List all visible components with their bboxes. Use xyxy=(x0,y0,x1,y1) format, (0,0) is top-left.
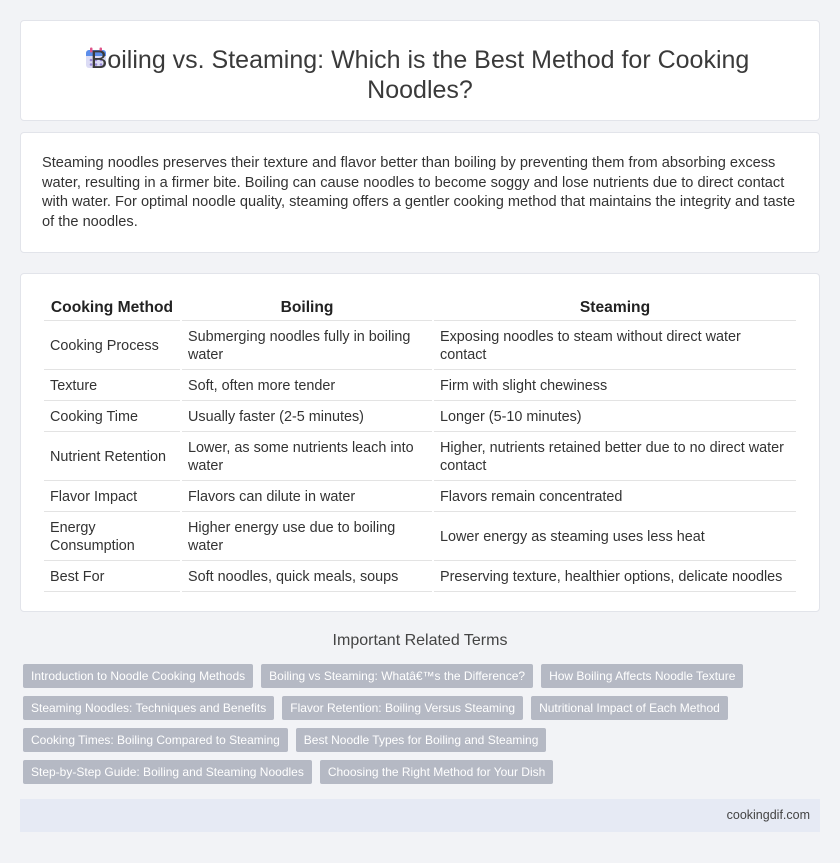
table-cell: Submerging noodles fully in boiling water xyxy=(182,323,432,370)
related-tag[interactable]: Best Noodle Types for Boiling and Steaming xyxy=(296,728,547,752)
table-cell: Lower energy as steaming uses less heat xyxy=(434,514,796,561)
related-tag[interactable]: How Boiling Affects Noodle Texture xyxy=(541,664,743,688)
table-cell: Firm with slight chewiness xyxy=(434,372,796,401)
table-row xyxy=(44,563,796,592)
table-row xyxy=(44,323,796,370)
tag-row xyxy=(23,760,553,784)
table-header: Steaming xyxy=(434,296,796,321)
table-cell: Higher, nutrients retained better due to no direct water contact xyxy=(434,434,796,481)
related-tag[interactable]: Steaming Noodles: Techniques and Benefits xyxy=(23,696,274,720)
table-cell: Cooking Process xyxy=(44,323,180,370)
table-row xyxy=(44,483,796,512)
related-tag[interactable]: Flavor Retention: Boiling Versus Steaming xyxy=(282,696,523,720)
table-row xyxy=(44,372,796,401)
table-cell: Exposing noodles to steam without direct water contact xyxy=(434,323,796,370)
related-tag[interactable]: Introduction to Noodle Cooking Methods xyxy=(23,664,253,688)
table-cell: Soft noodles, quick meals, soups xyxy=(182,563,432,592)
related-terms-title: Important Related Terms xyxy=(332,632,508,649)
table-cell: Lower, as some nutrients leach into water xyxy=(182,434,432,481)
table-cell: Flavor Impact xyxy=(44,483,180,512)
table-header-row xyxy=(44,296,796,321)
tag-row xyxy=(23,696,728,720)
table-cell: Cooking Time xyxy=(44,403,180,432)
table-cell: Higher energy use due to boiling water xyxy=(182,514,432,561)
table-cell: Preserving texture, healthier options, delicate noodles xyxy=(434,563,796,592)
page-title: Boiling vs. Steaming: Which is the Best Method for Cooking Noodles? xyxy=(90,46,750,104)
table-cell: Flavors can dilute in water xyxy=(182,483,432,512)
table-cell: Best For xyxy=(44,563,180,592)
table-row xyxy=(44,514,796,561)
intro-card xyxy=(20,132,820,253)
tag-row xyxy=(23,728,546,752)
table-cell: Energy Consumption xyxy=(44,514,180,561)
related-tag[interactable]: Step-by-Step Guide: Boiling and Steaming Noodles xyxy=(23,760,312,784)
title-card xyxy=(20,20,820,121)
footer-site[interactable]: cookingdif.com xyxy=(726,808,810,822)
tag-row xyxy=(23,664,743,688)
related-tag[interactable]: Boiling vs Steaming: Whatâ€™s the Difference? xyxy=(261,664,533,688)
comparison-table xyxy=(42,294,798,594)
related-tag[interactable]: Choosing the Right Method for Your Dish xyxy=(320,760,553,784)
table-row xyxy=(44,403,796,432)
table-cell: Soft, often more tender xyxy=(182,372,432,401)
table-header: Cooking Method xyxy=(44,296,180,321)
table-cell: Usually faster (2-5 minutes) xyxy=(182,403,432,432)
related-tag[interactable]: Nutritional Impact of Each Method xyxy=(531,696,728,720)
footer xyxy=(20,799,820,832)
comparison-card xyxy=(20,273,820,612)
table-cell: Longer (5-10 minutes) xyxy=(434,403,796,432)
table-cell: Flavors remain concentrated xyxy=(434,483,796,512)
table-cell: Nutrient Retention xyxy=(44,434,180,481)
table-row xyxy=(44,434,796,481)
related-tag[interactable]: Cooking Times: Boiling Compared to Steaming xyxy=(23,728,288,752)
table-header: Boiling xyxy=(182,296,432,321)
table-cell: Texture xyxy=(44,372,180,401)
intro-text: Steaming noodles preserves their texture and flavor better than boiling by preventing them from absorbing excess water, resulting in a firmer bite. Boiling can cause noodles to become soggy and lose nutrients due to direct contact with water. For optimal noodle quality, steaming offers a gentler cooking method that maintains the integrity and taste of the noodles. xyxy=(42,155,796,230)
